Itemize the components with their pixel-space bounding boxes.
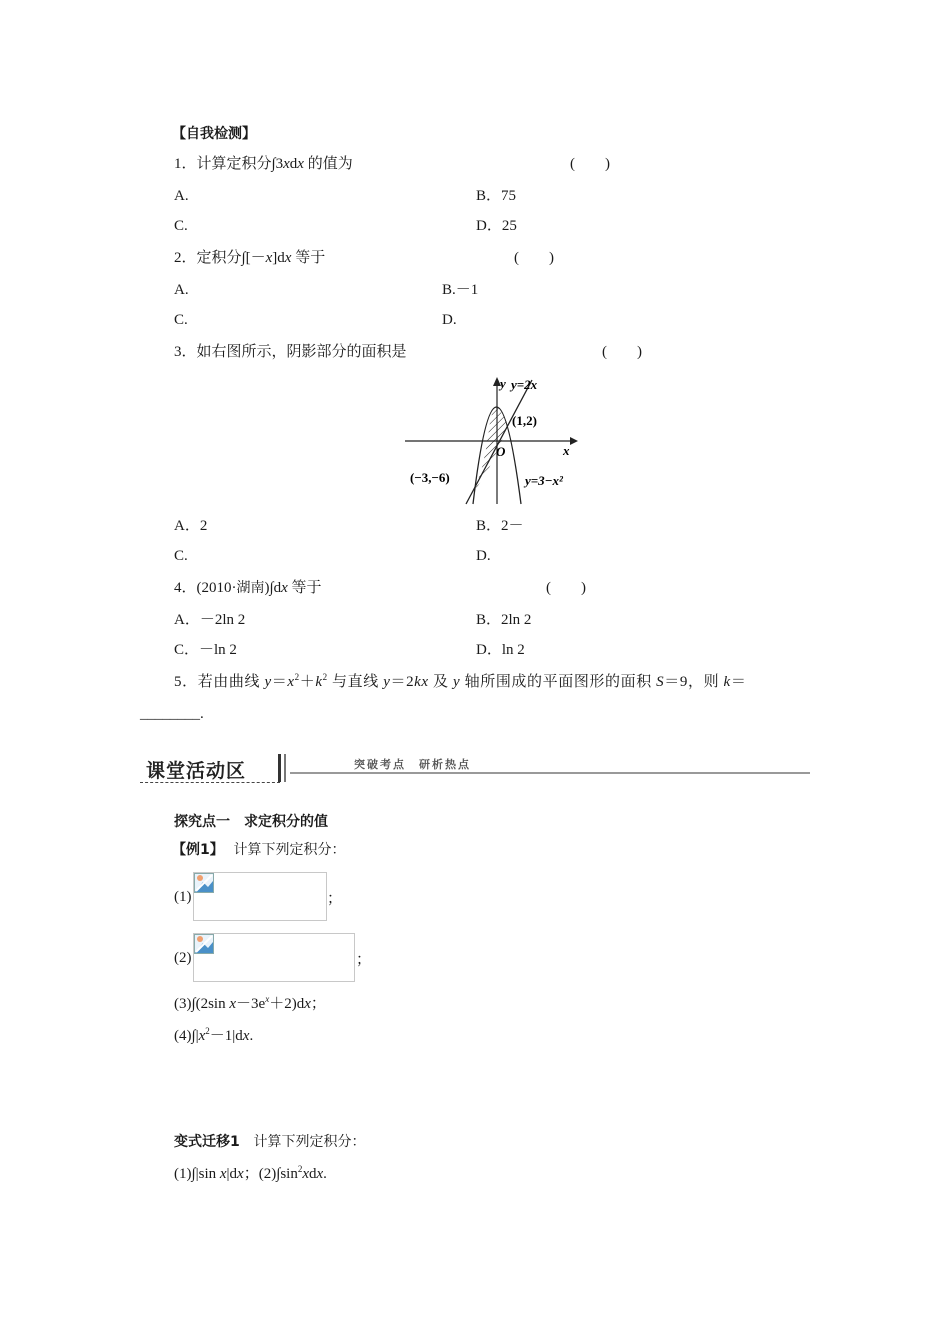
semicolon: ； <box>327 891 343 907</box>
answer-paren-1: ( ) <box>570 156 610 172</box>
option-d: D. <box>476 548 491 564</box>
curve-label: y=3−x² <box>525 473 563 488</box>
point-label-1-2: (1,2) <box>512 413 537 428</box>
x-axis-arrow <box>570 437 578 445</box>
variant-row <box>174 1132 366 1152</box>
banner-underline <box>140 782 280 783</box>
banner-divider-bar <box>278 754 281 782</box>
option-b: B.－1 <box>442 282 479 298</box>
question-1: 1．计算定积分∫3xdx 的值为 <box>174 156 353 172</box>
variant-items: (1)∫|sin x|dx；$(2)\int\sin^2xdx$. <box>174 1164 327 1182</box>
banner-rule <box>290 772 810 774</box>
option-a: A. <box>174 188 189 204</box>
broken-image-icon <box>194 873 214 893</box>
variant-heading: 变式迁移1 <box>174 1134 240 1150</box>
option-a: A．－2ln 2 <box>174 612 246 628</box>
question-3: 3．如右图所示，阴影部分的面积是 <box>174 344 407 360</box>
option-b: B．2ln 2 <box>476 612 532 628</box>
option-b: B．75 <box>476 188 517 204</box>
option-a: A. <box>174 282 189 298</box>
answer-paren-4: ( ) <box>546 580 586 596</box>
item-label-2: (2) <box>174 950 192 966</box>
option-c: C．－ln 2 <box>174 642 237 658</box>
section-banner <box>140 752 810 786</box>
x-axis-label: x <box>563 443 570 458</box>
example-row <box>172 840 346 860</box>
missing-image-placeholder <box>193 933 355 982</box>
question-4: 4．(2010·湖南)∫dx 等于 <box>174 580 322 596</box>
option-d: D．ln 2 <box>476 642 525 658</box>
question-2: 2．定积分∫[－x]dx 等于 <box>174 250 326 266</box>
answer-paren-3: ( ) <box>602 344 642 360</box>
example-text: 计算下列定积分： <box>233 842 346 858</box>
banner-subtitle: 突破考点 研析热点 <box>354 758 471 771</box>
item-label-1: (1) <box>174 889 192 905</box>
option-c: C. <box>174 548 188 564</box>
line-label: y=2x <box>511 377 538 392</box>
answer-paren-2: ( ) <box>514 250 554 266</box>
option-d: D．25 <box>476 218 517 234</box>
origin-label: O <box>496 444 506 459</box>
option-d: D. <box>442 312 457 328</box>
item-3: (3)∫(2sin $x-3e^x+2)dx$； <box>174 994 326 1012</box>
section-title: 【自我检测】 <box>172 126 256 142</box>
question-5: 5．若由曲线 $y=x^2+k^2$ 与直线 y＝2kx 及 y 轴所围成的平面图形的面积 S＝9，则 k＝ <box>174 672 747 690</box>
answer-blank: ________. <box>140 706 204 722</box>
banner-title: 课堂活动区 <box>146 760 247 782</box>
semicolon: ； <box>356 952 372 968</box>
point-label-neg3-neg6: (−3,−6) <box>410 470 450 485</box>
line-y-2x <box>466 380 532 504</box>
variant-text: 计算下列定积分： <box>253 1134 366 1150</box>
broken-image-icon <box>194 934 214 954</box>
shaded-area-figure <box>400 372 585 510</box>
option-c: C. <box>174 312 188 328</box>
y-axis-label: y <box>500 376 506 391</box>
example-label: 【例1】 <box>172 842 224 858</box>
option-a: A．2 <box>174 518 208 534</box>
option-b: B．2－ <box>476 518 524 534</box>
explore-heading: 探究点一 求定积分的值 <box>174 814 328 830</box>
option-c: C. <box>174 218 188 234</box>
item-4: $(4)\int|x^2-1|dx$. <box>174 1026 254 1044</box>
missing-image-placeholder <box>193 872 327 921</box>
banner-divider-bar-light <box>284 754 286 782</box>
